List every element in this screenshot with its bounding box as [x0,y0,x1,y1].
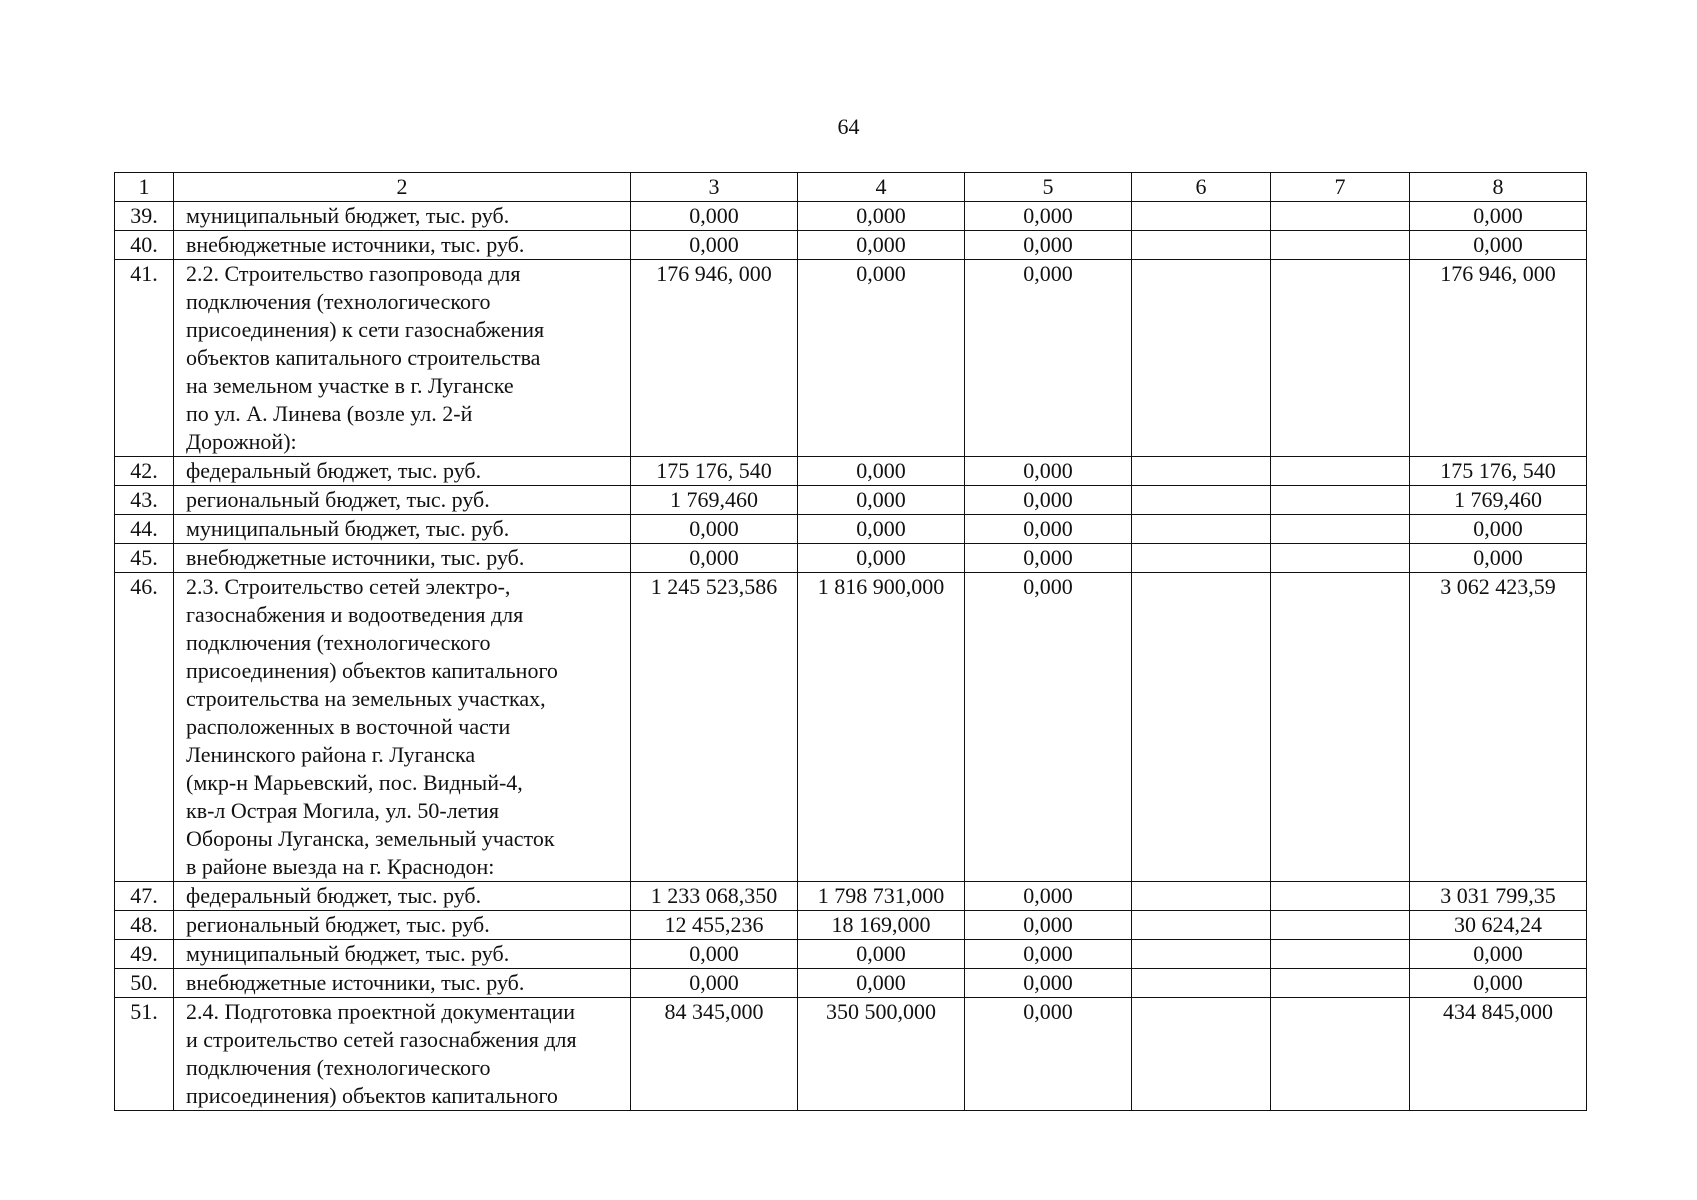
value-cell-c8: 30 624,24 [1410,911,1587,940]
column-header: 4 [798,173,965,202]
column-header: 5 [965,173,1132,202]
column-header: 7 [1271,173,1410,202]
description-line: расположенных в восточной части [186,714,511,739]
description-line: подключения (технологического [186,1055,491,1080]
value-cell-c7 [1271,940,1410,969]
table-row [115,573,1587,882]
description-line: муниципальный бюджет, тыс. руб. [186,516,510,541]
value-cell-c8: 3 062 423,59 [1410,573,1587,882]
value-cell-c3: 1 245 523,586 [631,573,798,882]
row-number: 44. [115,515,174,544]
value-cell-c3: 175 176, 540 [631,457,798,486]
description-line: муниципальный бюджет, тыс. руб. [186,203,510,228]
table-row [115,231,1587,260]
value-cell-c7 [1271,515,1410,544]
description-line: по ул. А. Линева (возле ул. 2-й [186,401,473,426]
value-cell-c4: 0,000 [798,231,965,260]
value-cell-c3: 0,000 [631,544,798,573]
table-row [115,911,1587,940]
description-line: газоснабжения и водоотведения для [186,602,524,627]
table-row [115,486,1587,515]
value-cell-c5: 0,000 [965,515,1132,544]
table-row [115,940,1587,969]
table-row [115,882,1587,911]
description-line: объектов капитального строительства [186,345,541,370]
row-description [174,911,631,940]
value-cell-c3: 12 455,236 [631,911,798,940]
row-description [174,231,631,260]
value-cell-c6 [1132,882,1271,911]
value-cell-c4: 0,000 [798,202,965,231]
row-number: 40. [115,231,174,260]
value-cell-c7 [1271,260,1410,457]
value-cell-c7 [1271,486,1410,515]
column-header: 3 [631,173,798,202]
table-row [115,969,1587,998]
table-row [115,202,1587,231]
value-cell-c4: 1 798 731,000 [798,882,965,911]
row-description [174,202,631,231]
table-row [115,260,1587,457]
value-cell-c5: 0,000 [965,911,1132,940]
value-cell-c6 [1132,544,1271,573]
value-cell-c7 [1271,231,1410,260]
value-cell-c5: 0,000 [965,544,1132,573]
row-description [174,998,631,1111]
value-cell-c5: 0,000 [965,231,1132,260]
description-line: внебюджетные источники, тыс. руб. [186,232,525,257]
column-header: 1 [115,173,174,202]
row-description [174,940,631,969]
description-line: кв-л Острая Могила, ул. 50-летия [186,798,499,823]
row-number: 46. [115,573,174,882]
row-description [174,882,631,911]
value-cell-c6 [1132,969,1271,998]
description-line: присоединения) объектов капитального [186,1083,558,1108]
description-line: федеральный бюджет, тыс. руб. [186,883,482,908]
row-number: 49. [115,940,174,969]
row-number: 39. [115,202,174,231]
value-cell-c7 [1271,202,1410,231]
value-cell-c4: 0,000 [798,260,965,457]
value-cell-c8: 3 031 799,35 [1410,882,1587,911]
value-cell-c6 [1132,515,1271,544]
value-cell-c6 [1132,911,1271,940]
table-row [115,544,1587,573]
value-cell-c7 [1271,457,1410,486]
row-number: 43. [115,486,174,515]
description-line: внебюджетные источники, тыс. руб. [186,545,525,570]
value-cell-c4: 350 500,000 [798,998,965,1111]
description-line: в районе выезда на г. Краснодон: [186,854,495,879]
value-cell-c4: 18 169,000 [798,911,965,940]
row-number: 42. [115,457,174,486]
column-header: 2 [174,173,631,202]
value-cell-c3: 0,000 [631,202,798,231]
value-cell-c4: 0,000 [798,940,965,969]
budget-table [114,172,1587,1111]
value-cell-c3: 176 946, 000 [631,260,798,457]
value-cell-c6 [1132,202,1271,231]
value-cell-c8: 0,000 [1410,969,1587,998]
value-cell-c5: 0,000 [965,969,1132,998]
description-line: на земельном участке в г. Луганске [186,373,514,398]
value-cell-c3: 0,000 [631,969,798,998]
value-cell-c8: 175 176, 540 [1410,457,1587,486]
value-cell-c6 [1132,573,1271,882]
value-cell-c4: 0,000 [798,515,965,544]
column-header: 6 [1132,173,1271,202]
value-cell-c6 [1132,260,1271,457]
row-number: 47. [115,882,174,911]
description-line: региональный бюджет, тыс. руб. [186,912,490,937]
description-line: 2.2. Строительство газопровода для [186,261,521,286]
value-cell-c5: 0,000 [965,202,1132,231]
table-row [115,457,1587,486]
description-line: Ленинского района г. Луганска [186,742,476,767]
value-cell-c4: 0,000 [798,486,965,515]
row-number: 51. [115,998,174,1111]
table-header-row [115,173,1587,202]
description-line: присоединения) к сети газоснабжения [186,317,545,342]
description-line: региональный бюджет, тыс. руб. [186,487,490,512]
description-line: Обороны Луганска, земельный участок [186,826,555,851]
value-cell-c8: 0,000 [1410,231,1587,260]
description-line: внебюджетные источники, тыс. руб. [186,970,525,995]
description-line: подключения (технологического [186,289,491,314]
value-cell-c3: 1 233 068,350 [631,882,798,911]
value-cell-c8: 0,000 [1410,515,1587,544]
value-cell-c5: 0,000 [965,486,1132,515]
row-number: 45. [115,544,174,573]
description-line: федеральный бюджет, тыс. руб. [186,458,482,483]
value-cell-c5: 0,000 [965,260,1132,457]
row-number: 48. [115,911,174,940]
value-cell-c6 [1132,940,1271,969]
value-cell-c3: 0,000 [631,940,798,969]
value-cell-c8: 434 845,000 [1410,998,1587,1111]
value-cell-c8: 1 769,460 [1410,486,1587,515]
description-line: строительства на земельных участках, [186,686,546,711]
value-cell-c7 [1271,544,1410,573]
value-cell-c5: 0,000 [965,940,1132,969]
description-line: и строительство сетей газоснабжения для [186,1027,577,1052]
value-cell-c7 [1271,969,1410,998]
description-line: 2.4. Подготовка проектной документации [186,999,576,1024]
value-cell-c3: 0,000 [631,231,798,260]
value-cell-c8: 0,000 [1410,544,1587,573]
value-cell-c4: 1 816 900,000 [798,573,965,882]
page-number: 64 [837,114,860,139]
row-description [174,515,631,544]
value-cell-c3: 0,000 [631,515,798,544]
value-cell-c7 [1271,882,1410,911]
description-line: (мкр-н Марьевский, пос. Видный-4, [186,770,523,795]
value-cell-c8: 176 946, 000 [1410,260,1587,457]
value-cell-c5: 0,000 [965,573,1132,882]
value-cell-c5: 0,000 [965,457,1132,486]
row-description [174,969,631,998]
value-cell-c7 [1271,573,1410,882]
value-cell-c6 [1132,486,1271,515]
value-cell-c4: 0,000 [798,969,965,998]
row-description [174,260,631,457]
value-cell-c4: 0,000 [798,544,965,573]
value-cell-c3: 1 769,460 [631,486,798,515]
row-description [174,457,631,486]
row-number: 41. [115,260,174,457]
description-line: 2.3. Строительство сетей электро-, [186,574,511,599]
value-cell-c8: 0,000 [1410,940,1587,969]
description-line: Дорожной): [186,429,297,454]
description-line: присоединения) объектов капитального [186,658,558,683]
row-description [174,486,631,515]
value-cell-c7 [1271,911,1410,940]
value-cell-c6 [1132,231,1271,260]
table-row [115,515,1587,544]
row-description [174,544,631,573]
value-cell-c5: 0,000 [965,882,1132,911]
description-line: муниципальный бюджет, тыс. руб. [186,941,510,966]
value-cell-c6 [1132,457,1271,486]
description-line: подключения (технологического [186,630,491,655]
value-cell-c8: 0,000 [1410,202,1587,231]
value-cell-c7 [1271,998,1410,1111]
row-number: 50. [115,969,174,998]
row-description [174,573,631,882]
table-row [115,998,1587,1111]
column-header: 8 [1410,173,1587,202]
value-cell-c4: 0,000 [798,457,965,486]
value-cell-c6 [1132,998,1271,1111]
value-cell-c5: 0,000 [965,998,1132,1111]
value-cell-c3: 84 345,000 [631,998,798,1111]
